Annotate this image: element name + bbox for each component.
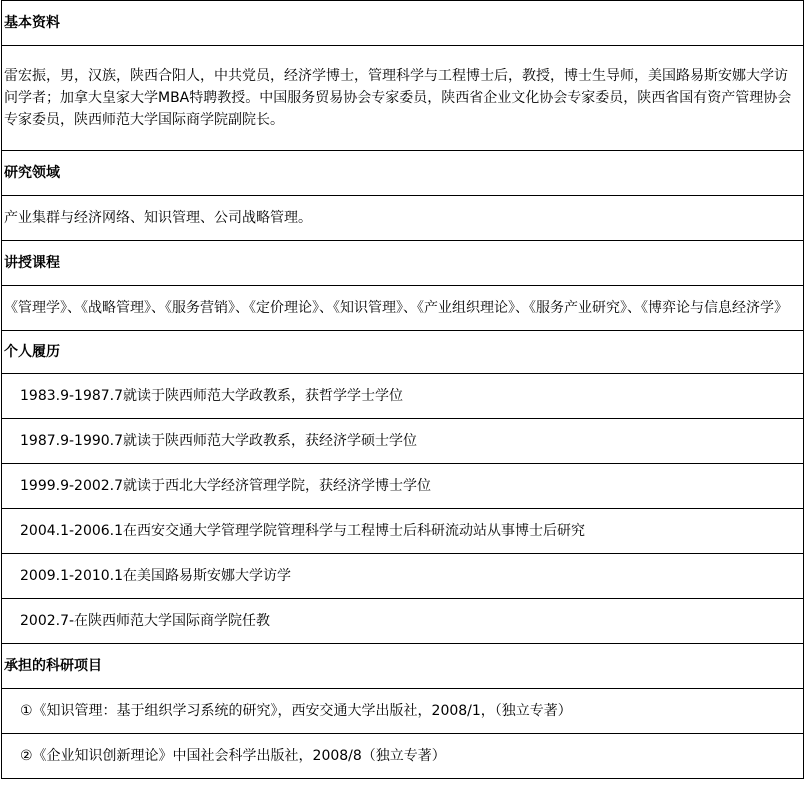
courses-text: 《管理学》、《战略管理》、《服务营销》、《定价理论》、《知识管理》、《产业组织理论》、《服务产业研究》、《博弈论与信息经济学》 (2, 286, 804, 331)
resume-entry: 2009.1-2010.1在美国路易斯安娜大学访学 (2, 554, 804, 599)
resume-entry: 1983.9-1987.7就读于陕西师范大学政教系，获哲学学士学位 (2, 374, 804, 419)
section-heading-courses: 讲授课程 (2, 241, 804, 286)
project-entry: ①《知识管理：基于组织学习系统的研究》，西安交通大学出版社，2008/1，（独立专著） (2, 689, 804, 734)
section-heading-resume: 个人履历 (2, 331, 804, 374)
project-entry: ②《企业知识创新理论》中国社会科学出版社，2008/8（独立专著） (2, 734, 804, 779)
resume-entry: 2004.1-2006.1在西安交通大学管理学院管理科学与工程博士后科研流动站从事博士后研究 (2, 509, 804, 554)
section-heading-research: 研究领域 (2, 151, 804, 196)
section-heading-projects: 承担的科研项目 (2, 644, 804, 689)
section-heading-basic: 基本资料 (2, 1, 804, 46)
profile-table (1, 0, 804, 779)
basic-info-text: 雷宏振，男，汉族，陕西合阳人，中共党员，经济学博士，管理科学与工程博士后，教授，博士生导师，美国路易斯安娜大学访问学者；加拿大皇家大学MBA特聘教授。中国服务贸易协会专家委员，陕西省企业文化协会专家委员，陕西省国有资产管理协会专家委员，陕西师范大学国际商学院副院长。 (2, 46, 804, 151)
research-text: 产业集群与经济网络、知识管理、公司战略管理。 (2, 196, 804, 241)
resume-entry: 1999.9-2002.7就读于西北大学经济管理学院，获经济学博士学位 (2, 464, 804, 509)
resume-entry: 1987.9-1990.7就读于陕西师范大学政教系，获经济学硕士学位 (2, 419, 804, 464)
resume-entry: 2002.7-在陕西师范大学国际商学院任教 (2, 599, 804, 644)
